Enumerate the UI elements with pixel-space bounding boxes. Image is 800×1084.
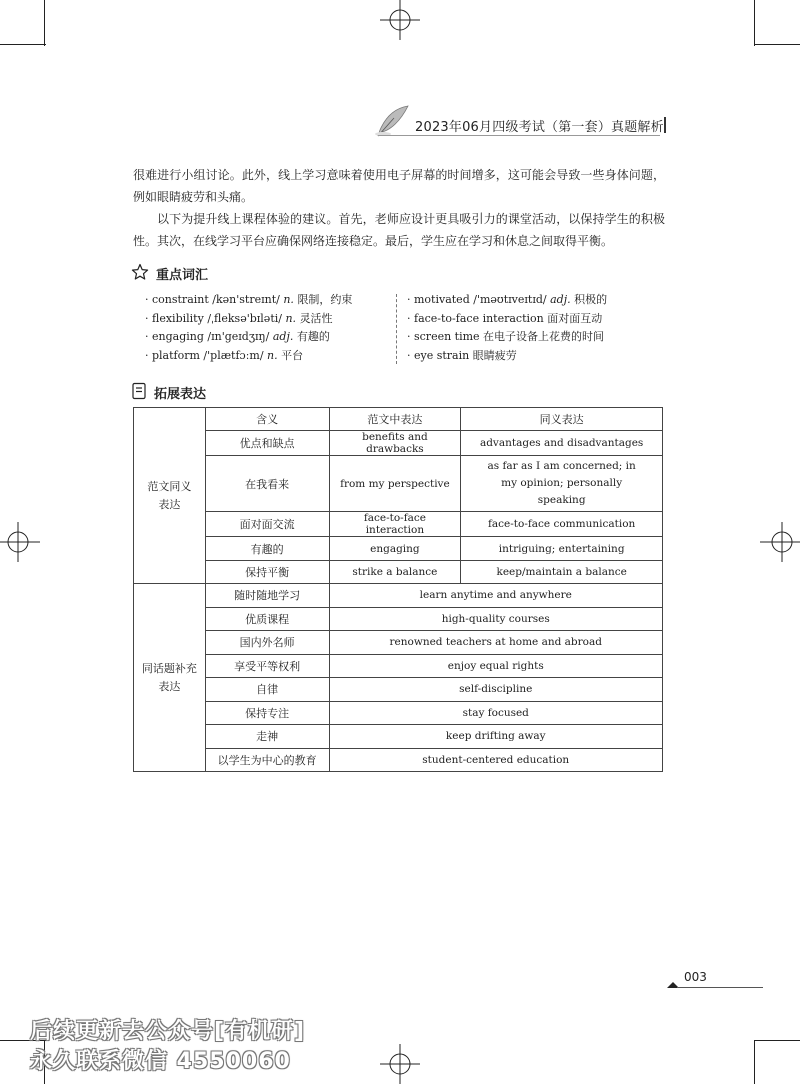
vocab-item: · eye strain 眼睛疲劳 bbox=[407, 348, 517, 362]
expression-cell: student-centered education bbox=[329, 748, 663, 772]
expression-cell: renowned teachers at home and abroad bbox=[329, 631, 663, 655]
vocab-item: · platform /'plætfɔːm/ n. 平台 bbox=[145, 348, 304, 362]
synonym-cell: intriguing; entertaining bbox=[461, 537, 663, 561]
meaning-cell: 保持平衡 bbox=[205, 561, 329, 584]
crop-mark bbox=[0, 44, 46, 45]
header-title: 2023年06月四级考试（第一套）真题解析 bbox=[415, 120, 664, 135]
column-header: 含义 bbox=[205, 408, 329, 431]
crop-mark bbox=[754, 44, 800, 45]
registration-mark bbox=[380, 1044, 420, 1084]
essay-cell: benefits and drawbacks bbox=[329, 431, 461, 456]
table-row bbox=[134, 456, 663, 512]
vocab-item: · engaging /ɪn'geɪdʒɪŋ/ adj. 有趣的 bbox=[145, 330, 330, 343]
meaning-cell: 随时随地学习 bbox=[205, 584, 329, 608]
registration-mark bbox=[0, 522, 40, 562]
meaning-cell: 优点和缺点 bbox=[205, 431, 329, 456]
synonym-cell: keep/maintain a balance bbox=[461, 561, 663, 584]
essay-cell: face-to-face interaction bbox=[329, 512, 461, 537]
crop-mark bbox=[754, 1040, 800, 1041]
meaning-cell: 以学生为中心的教育 bbox=[205, 748, 329, 772]
section-title-expansion: 拓展表达 bbox=[154, 387, 207, 402]
header-rule bbox=[378, 135, 660, 136]
paragraph-1: 很难进行小组讨论。此外，线上学习意味着使用电子屏幕的时间增多，这可能会导致一些身体问题，例如眼睛疲劳和头痛。 bbox=[133, 168, 665, 204]
expression-cell: learn anytime and anywhere bbox=[329, 584, 663, 608]
table-row bbox=[134, 512, 663, 537]
registration-mark bbox=[760, 522, 800, 562]
meaning-cell: 在我看来 bbox=[205, 456, 329, 512]
registration-mark bbox=[380, 0, 420, 40]
vocab-item: · screen time 在电子设备上花费的时间 bbox=[407, 330, 605, 343]
meaning-cell: 自律 bbox=[205, 678, 329, 702]
essay-cell: strike a balance bbox=[329, 561, 461, 584]
expression-cell: self-discipline bbox=[329, 678, 663, 702]
table-row bbox=[134, 584, 663, 608]
watermark-line-2: 永久联系微信 4550060 bbox=[30, 1049, 291, 1074]
meaning-cell: 面对面交流 bbox=[205, 512, 329, 537]
vocab-item: · face-to-face interaction 面对面互动 bbox=[407, 311, 603, 325]
expression-cell: stay focused bbox=[329, 701, 663, 725]
table-row bbox=[134, 748, 663, 772]
page-number: 003 bbox=[684, 970, 707, 984]
meaning-cell: 国内外名师 bbox=[205, 631, 329, 655]
crop-mark bbox=[44, 0, 45, 46]
crop-mark bbox=[754, 0, 755, 46]
synonym-cell: as far as I am concerned; in my opinion; personally speaking bbox=[461, 456, 663, 512]
meaning-cell: 保持专注 bbox=[205, 701, 329, 725]
table-row bbox=[134, 431, 663, 456]
table-row bbox=[134, 561, 663, 584]
vocab-item: · flexibility /ˌfleksə'bɪləti/ n. 灵活性 bbox=[145, 311, 333, 325]
expression-cell: high-quality courses bbox=[329, 607, 663, 631]
vocab-list-right bbox=[407, 291, 607, 365]
paragraph-2: 以下为提升线上课程体验的建议。首先，老师应设计更具吸引力的课堂活动，以保持学生的积极性。其次，在线学习平台应确保网络连接稳定。最后，学生应在学习和休息之间取得平衡。 bbox=[133, 212, 665, 248]
table-row bbox=[134, 607, 663, 631]
page-number-rule bbox=[677, 987, 763, 988]
table-row bbox=[134, 678, 663, 702]
expression-cell: enjoy equal rights bbox=[329, 654, 663, 678]
meaning-cell: 有趣的 bbox=[205, 537, 329, 561]
vocab-list-left bbox=[145, 291, 352, 365]
table-row bbox=[134, 537, 663, 561]
column-header: 同义表达 bbox=[461, 408, 663, 431]
essay-cell: engaging bbox=[329, 537, 461, 561]
vocab-item: · constraint /kən'streɪnt/ n. 限制，约束 bbox=[145, 293, 353, 306]
feather-quill-icon bbox=[374, 104, 410, 138]
expansion-table bbox=[133, 407, 663, 772]
group-label-cell: 同话题补充 表达 bbox=[134, 584, 206, 772]
crop-mark bbox=[754, 1040, 755, 1084]
table-row bbox=[134, 725, 663, 749]
table-header-row bbox=[134, 408, 663, 431]
section-title-vocab: 重点词汇 bbox=[156, 268, 209, 283]
table-row bbox=[134, 701, 663, 725]
header-divider bbox=[664, 117, 666, 133]
meaning-cell: 享受平等权利 bbox=[205, 654, 329, 678]
table-row bbox=[134, 654, 663, 678]
vocab-item: · motivated /'məʊtɪveɪtɪd/ adj. 积极的 bbox=[407, 293, 608, 306]
meaning-cell: 走神 bbox=[205, 725, 329, 749]
essay-cell: from my perspective bbox=[329, 456, 461, 512]
column-header: 范文中表达 bbox=[329, 408, 461, 431]
expression-cell: keep drifting away bbox=[329, 725, 663, 749]
star-icon bbox=[131, 263, 149, 281]
synonym-cell: advantages and disadvantages bbox=[461, 431, 663, 456]
table-row bbox=[134, 631, 663, 655]
synonym-cell: face-to-face communication bbox=[461, 512, 663, 537]
watermark-line-1: 后续更新去公众号[有机研] bbox=[30, 1019, 306, 1044]
group-label-cell: 范文同义 表达 bbox=[134, 408, 206, 584]
book-icon bbox=[131, 382, 147, 400]
vocab-divider bbox=[396, 294, 397, 364]
meaning-cell: 优质课程 bbox=[205, 607, 329, 631]
